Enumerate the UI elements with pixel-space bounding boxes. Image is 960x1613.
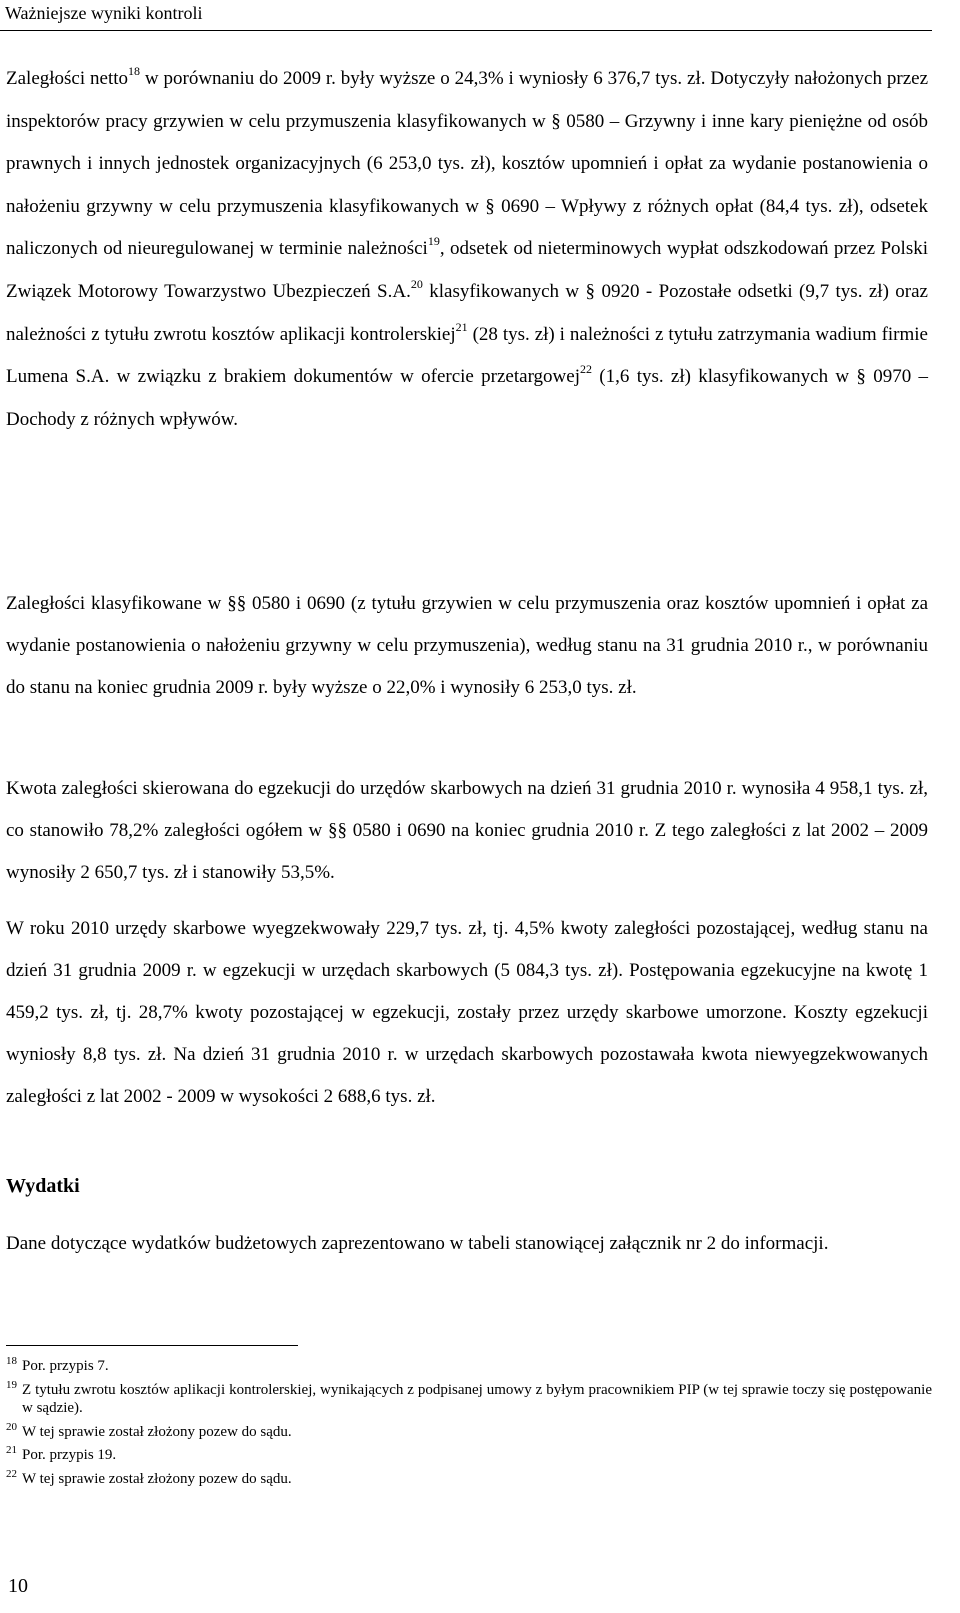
p1-text-c: , odsetek od nieterminowych wypłat odszkodowań przez Polski Związek Motorowy Towarzystwo Ubezpieczeń S.A. xyxy=(6,238,928,302)
paragraph-tax-office-recovery: W roku 2010 urzędy skarbowe wyegzekwowały 229,7 tys. zł, tj. 4,5% kwoty zaległości pozostającej, według stanu na dzień 31 grudnia 2009 r. w egzekucji w urzędach skarbowych (5 084,3 tys. zł). Postępowania egzekucyjne na kwotę 1 459,2 tys. zł, tj. 28,7% kwoty pozostającej w egzekucji, zostały przez urzędy skarbowe umorzone. Koszty egzekucji wyniosły 8,8 tys. zł. Na dzień 31 grudnia 2010 r. w urzędach skarbowych pozostawała kwota niewyegzekwowanych zaległości z lat 2002 - 2009 w wysokości 2 688,6 tys. zł. xyxy=(6,918,928,1107)
footnote-ref-20[interactable]: 20 xyxy=(410,276,423,291)
footnote-text: Por. przypis 19. xyxy=(22,1447,117,1463)
paragraph-enforcement-amount: Kwota zaległości skierowana do egzekucji do urzędów skarbowych na dzień 31 grudnia 2010 r. wynosiła 4 958,1 tys. zł, co stanowiło 78,2% zaległości ogółem w §§ 0580 i 0690 na koniec grudnia 2010 r. Z tego zaległości z lat 2002 – 2009 wynosiły 2 650,7 tys. zł i stanowiły 53,5%. xyxy=(6,778,928,883)
footnote-text: W tej sprawie został złożony pozew do sądu. xyxy=(22,1470,292,1487)
footnote-separator xyxy=(6,1345,298,1346)
p1-text-a: Zaległości netto xyxy=(6,68,129,89)
footnote-number: 19 xyxy=(6,1378,17,1391)
paragraph-expenses-data: Dane dotyczące wydatków budżetowych zaprezentowano w tabeli stanowiącej załącznik nr 2 do informacji. xyxy=(6,1233,829,1254)
footnote-number: 21 xyxy=(6,1444,17,1456)
p1-text-b: w porównaniu do 2009 r. były wyższe o 24,3% i wyniosły 6 376,7 tys. zł. Dotyczyły nałożonych przez inspektorów pracy grzywien w celu przymuszenia klasyfikowanych w § 0580 – Grzywny i inne kary pieniężne od osób prawnych i innych jednostek organizacyjnych (6 253,0 tys. zł), kosztów upomnień i opłat za wydanie postanowienia o nałożeniu grzywny w celu przymuszenia klasyfikowanych w § 0690 – Wpływy z różnych opłat (84,4 tys. zł), odsetek naliczonych od nieuregulowanej w terminie należności xyxy=(6,68,928,260)
footnote-18 xyxy=(6,1357,932,1376)
footnote-text: W tej sprawie został złożony pozew do sądu. xyxy=(22,1423,292,1440)
footnote-19 xyxy=(6,1378,932,1418)
running-header-title: Ważniejsze wyniki kontroli xyxy=(5,3,203,23)
paragraph-arrears-net xyxy=(6,58,928,441)
footnote-ref-21[interactable]: 21 xyxy=(455,319,468,334)
footnote-text: Por. przypis 7. xyxy=(22,1358,109,1374)
footnote-number: 18 xyxy=(6,1355,17,1367)
footnote-22 xyxy=(6,1467,932,1489)
p1-text-d: klasyfikowanych w § 0920 - Pozostałe odsetki (9,7 tys. zł) oraz należności z tytułu zwrotu kosztów aplikacji kontrolerskiej xyxy=(6,280,928,345)
paragraph-arrears-classified: Zaległości klasyfikowane w §§ 0580 i 0690 (z tytułu grzywien w celu przymuszenia oraz kosztów upomnień i opłat za wydanie postanowienia o nałożeniu grzywny w celu przymuszenia), według stanu na 31 grudnia 2010 r., w porównaniu do stanu na koniec grudnia 2009 r. były wyższe o 22,0% i wynosiły 6 253,0 tys. zł. xyxy=(6,593,928,698)
footnote-20 xyxy=(6,1420,932,1442)
footnote-ref-19[interactable]: 19 xyxy=(427,234,440,249)
footnote-text: Z tytułu zwrotu kosztów aplikacji kontrolerskiej, wynikających z podpisanej umowy z byłym pracownikiem PIP (w tej sprawie toczy się postępowanie w sądzie). xyxy=(22,1381,932,1416)
footnote-ref-18[interactable]: 18 xyxy=(128,64,141,78)
p1-text-f: (1,6 tys. zł) klasyfikowanych w § 0970 – Dochody z różnych wpływów. xyxy=(6,366,929,430)
footnote-21 xyxy=(6,1446,932,1465)
running-header xyxy=(0,0,932,31)
footnote-number: 20 xyxy=(6,1420,17,1433)
section-heading-expenses: Wydatki xyxy=(6,1175,80,1197)
footnote-ref-22[interactable]: 22 xyxy=(580,362,592,377)
footnotes xyxy=(6,1357,932,1493)
page-number: 10 xyxy=(8,1575,28,1597)
p1-text-e: (28 tys. zł) i należności z tytułu zatrzymania wadium firmie Lumena S.A. w związku z brakiem dokumentów w ofercie przetargowej xyxy=(6,323,928,388)
footnote-number: 22 xyxy=(6,1467,17,1480)
